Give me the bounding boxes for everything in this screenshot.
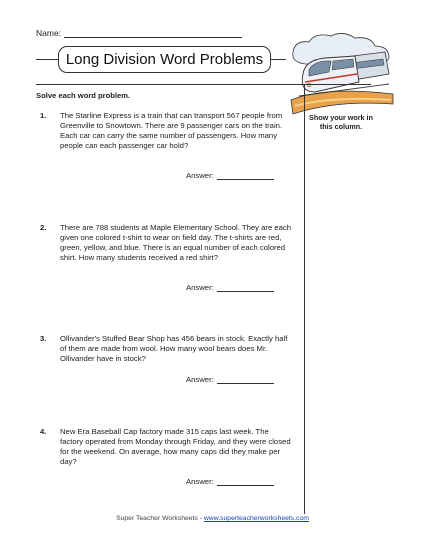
answer-field[interactable] (217, 172, 274, 180)
page-title: Long Division Word Problems (58, 46, 271, 73)
answer-row (186, 477, 274, 486)
problem-text: Ollivander's Stuffed Bear Shop has 456 bears in stock. Exactly half of them are made from wool. How many wool bears does Mr. Ollivander have in stock? (60, 334, 288, 364)
work-column-divider (304, 84, 305, 514)
name-label: Name: (36, 28, 62, 38)
answer-field[interactable] (217, 284, 274, 292)
problem-text: The Starline Express is a train that can transport 567 people from Greenville to Snowtown. There are 9 passenger cars on the train. Each car can carry the same number of passengers. How many people can each passenger car hold? (60, 111, 283, 151)
problem-number: 4. (40, 427, 47, 436)
footer-prefix: Super Teacher Worksheets - (116, 515, 204, 522)
work-column-note: Show your work in this column. (309, 113, 373, 132)
name-field[interactable] (64, 29, 242, 38)
answer-label: Answer: (186, 477, 214, 486)
answer-field[interactable] (217, 376, 274, 384)
title-banner (36, 46, 286, 74)
footer (0, 515, 425, 522)
answer-row (186, 375, 274, 384)
instructions: Solve each word problem. (36, 91, 131, 100)
answer-label: Answer: (186, 375, 214, 384)
problem-number: 1. (40, 111, 47, 120)
footer-link[interactable]: www.superteacherworksheets.com (203, 515, 309, 522)
panel-top-rule (36, 84, 371, 85)
answer-row (186, 283, 274, 292)
answer-label: Answer: (186, 283, 214, 292)
problem-text: There are 788 students at Maple Elementary School. They are each given one colored t-shirt to wear on field day. The t-shirts are red, green, yellow, and blue. There is an equal number of each colored shirt. How many students received a red shirt? (60, 223, 292, 263)
problem-text: New Era Baseball Cap factory made 315 caps last week. The factory operated from Monday through Friday, and they were closed for the weekend. On average, how many caps did they make per day? (60, 427, 291, 467)
answer-label: Answer: (186, 171, 214, 180)
name-row (36, 28, 242, 38)
answer-field[interactable] (217, 478, 274, 486)
problem-number: 3. (40, 334, 47, 343)
answer-row (186, 171, 274, 180)
problem-number: 2. (40, 223, 47, 232)
